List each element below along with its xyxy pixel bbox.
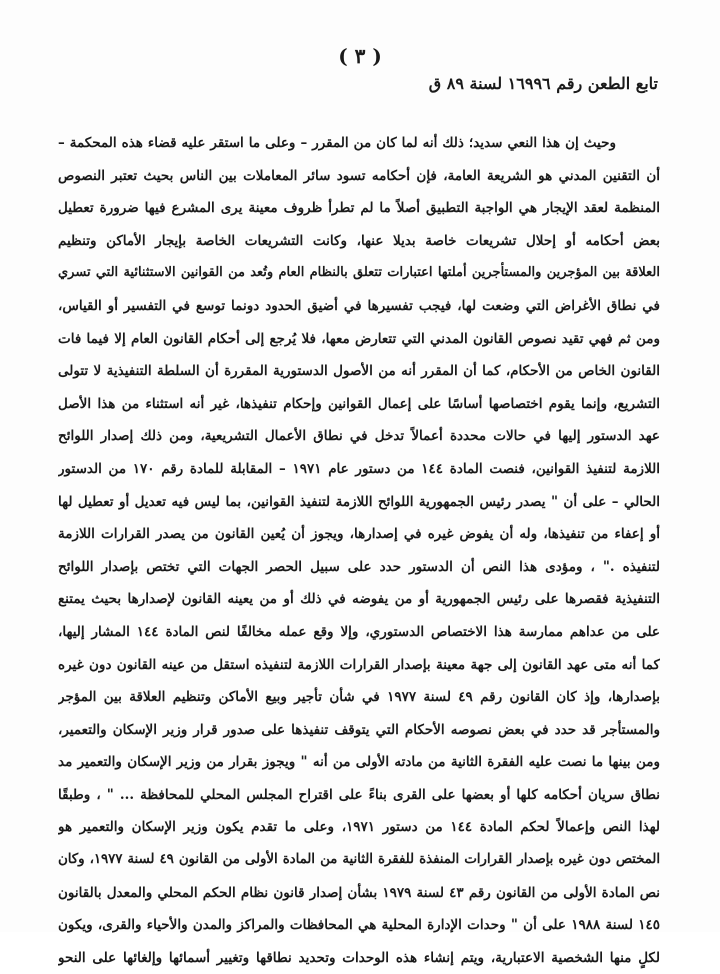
text-line: أو إعفاء من تنفيذها، وله أن يفوض غيره في إصدارها، ويجوز أن يُعين القانون من يصدر القرارات اللازمة bbox=[58, 526, 660, 543]
text-line: على من عداهم ممارسة هذا الاختصاص الدستوري، وإلا وقع عمله مخالفًا لنص المادة ١٤٤ المشار إليها، bbox=[58, 623, 660, 640]
text-line: نص المادة الأولى من القانون رقم ٤٣ لسنة ١٩٧٩ بشأن إصدار قانون نظام الحكم المحلي والمعدل بالقانون bbox=[58, 884, 660, 901]
text-line: التنفيذية فقصرها على رئيس الجمهورية أو من يفوضه في ذلك أو من يعينه القانون لإصدارها بحيث يمتنع bbox=[58, 591, 660, 608]
text-line: في نطاق الأغراض التي وضعت لها، فيجب تفسيرها في أضيق الحدود دونما توسع في التفسير أو القياس، bbox=[58, 297, 660, 314]
text-line: التشريع، وإنما يقوم اختصاصها أساسًا على إعمال القوانين وإحكام تنفيذها، غير أنه استثناء من هذا الأصل bbox=[58, 395, 660, 412]
text-line: ١٤٥ لسنة ١٩٨٨ على أن " وحدات الإدارة المحلية هي المحافظات والمراكز والمدن والأحياء والقرى، ويكون bbox=[58, 917, 660, 934]
text-line: المنظمة لعقد الإيجار هي الواجبة التطبيق أصلاً ما لم تطرأ ظروف معينة يرى المشرع فيها ضرورة تعطيل bbox=[58, 200, 660, 217]
text-line: لتنفيذه ." ، ومؤدى هذا النص أن الدستور حدد على سبيل الحصر الجهات التي تختص بإصدار اللوائح bbox=[58, 558, 660, 575]
body-text bbox=[58, 127, 660, 974]
text-line: كما أنه متى عهد القانون إلى جهة معينة بإصدار القرارات اللازمة لتنفيذه استقل من عينه القانون دون غيره bbox=[58, 656, 660, 673]
text-line: وحيث إن هذا النعي سديد؛ ذلك أنه لما كان من المقرر – وعلى ما استقر عليه قضاء هذه المحكمة – bbox=[58, 135, 616, 151]
text-line: بإصدارها، وإذ كان القانون رقم ٤٩ لسنة ١٩٧٧ في شأن تأجير وبيع الأماكن وتنظيم العلاقة بين المؤجر bbox=[58, 689, 660, 706]
page-number: ( ٣ ) bbox=[338, 44, 382, 68]
text-line: لهذا النص وإعمالاً لحكم المادة ١٤٤ من دستور ١٩٧١، وعلى ما تقدم يكون وزير الإسكان والتعمير هو bbox=[58, 819, 660, 836]
text-line: اللازمة لتنفيذ القوانين، فنصت المادة ١٤٤ من دستور عام ١٩٧١ – المقابلة للمادة رقم ١٧٠ من الدستور bbox=[58, 460, 660, 477]
text-line: أن التقنين المدني هو الشريعة العامة، فإن أحكامه تسود سائر المعاملات بين الناس بحيث تعتبر النصوص bbox=[58, 167, 660, 184]
text-line: نطاق سريان أحكامه كلها أو بعضها على القرى بناءً على اقتراح المجلس المحلي للمحافظة ... " ، وطبقًا bbox=[58, 786, 660, 803]
text-line: العلاقة بين المؤجرين والمستأجرين أملتها اعتبارات تتعلق بالنظام العام وتُعد من القوانين الاستثنائية التي تسري bbox=[58, 265, 660, 281]
case-header: تابع الطعن رقم ١٦٩٩٦ لسنة ٨٩ ق bbox=[428, 74, 658, 93]
text-line: الحالي – على أن " يصدر رئيس الجمهورية اللوائح اللازمة لتنفيذ القوانين، بما ليس فيه تعديل أو تعطيل لها bbox=[58, 493, 660, 510]
text-line: ومن بينها ما نصت عليه الفقرة الثانية من مادته الأولى من أنه " ويجوز بقرار من وزير الإسكان والتعمير مد bbox=[58, 754, 660, 771]
text-line: عهد الدستور إليها في حالات محددة أعمالاً تدخل في نطاق الأعمال التشريعية، ومن ذلك إصدار اللوائح bbox=[58, 428, 660, 445]
text-line: ومن ثم فهي تقيد نصوص القانون المدني التي تتعارض معها، فلا يُرجع إلى أحكام القانون العام إلا فيما فات bbox=[58, 330, 660, 347]
text-line: المختص دون غيره بإصدار القرارات المنفذة للفقرة الثانية من المادة الأولى من القانون ٤٩ لسنة ١٩٧٧، وكان bbox=[58, 852, 660, 868]
text-line: القانون الخاص من الأحكام، كما أن المقرر أنه من الأصول الدستورية المقررة أن السلطة التنفيذية لا تتولى bbox=[58, 363, 660, 380]
text-line: لكلٍ منها الشخصية الاعتبارية، ويتم إنشاء هذه الوحدات وتحديد نطاقها وتغيير أسمائها وإلغائها على النحو bbox=[58, 949, 660, 966]
text-line: بعض أحكامه أو إحلال تشريعات خاصة بديلا عنها، وكانت التشريعات الخاصة بإيجار الأماكن وتنظيم bbox=[58, 232, 660, 249]
text-line: والمستأجر قد حدد في بعض نصوصه الأحكام التي يتوقف تنفيذها على صدور قرار وزير الإسكان والتعمير، bbox=[58, 721, 660, 738]
